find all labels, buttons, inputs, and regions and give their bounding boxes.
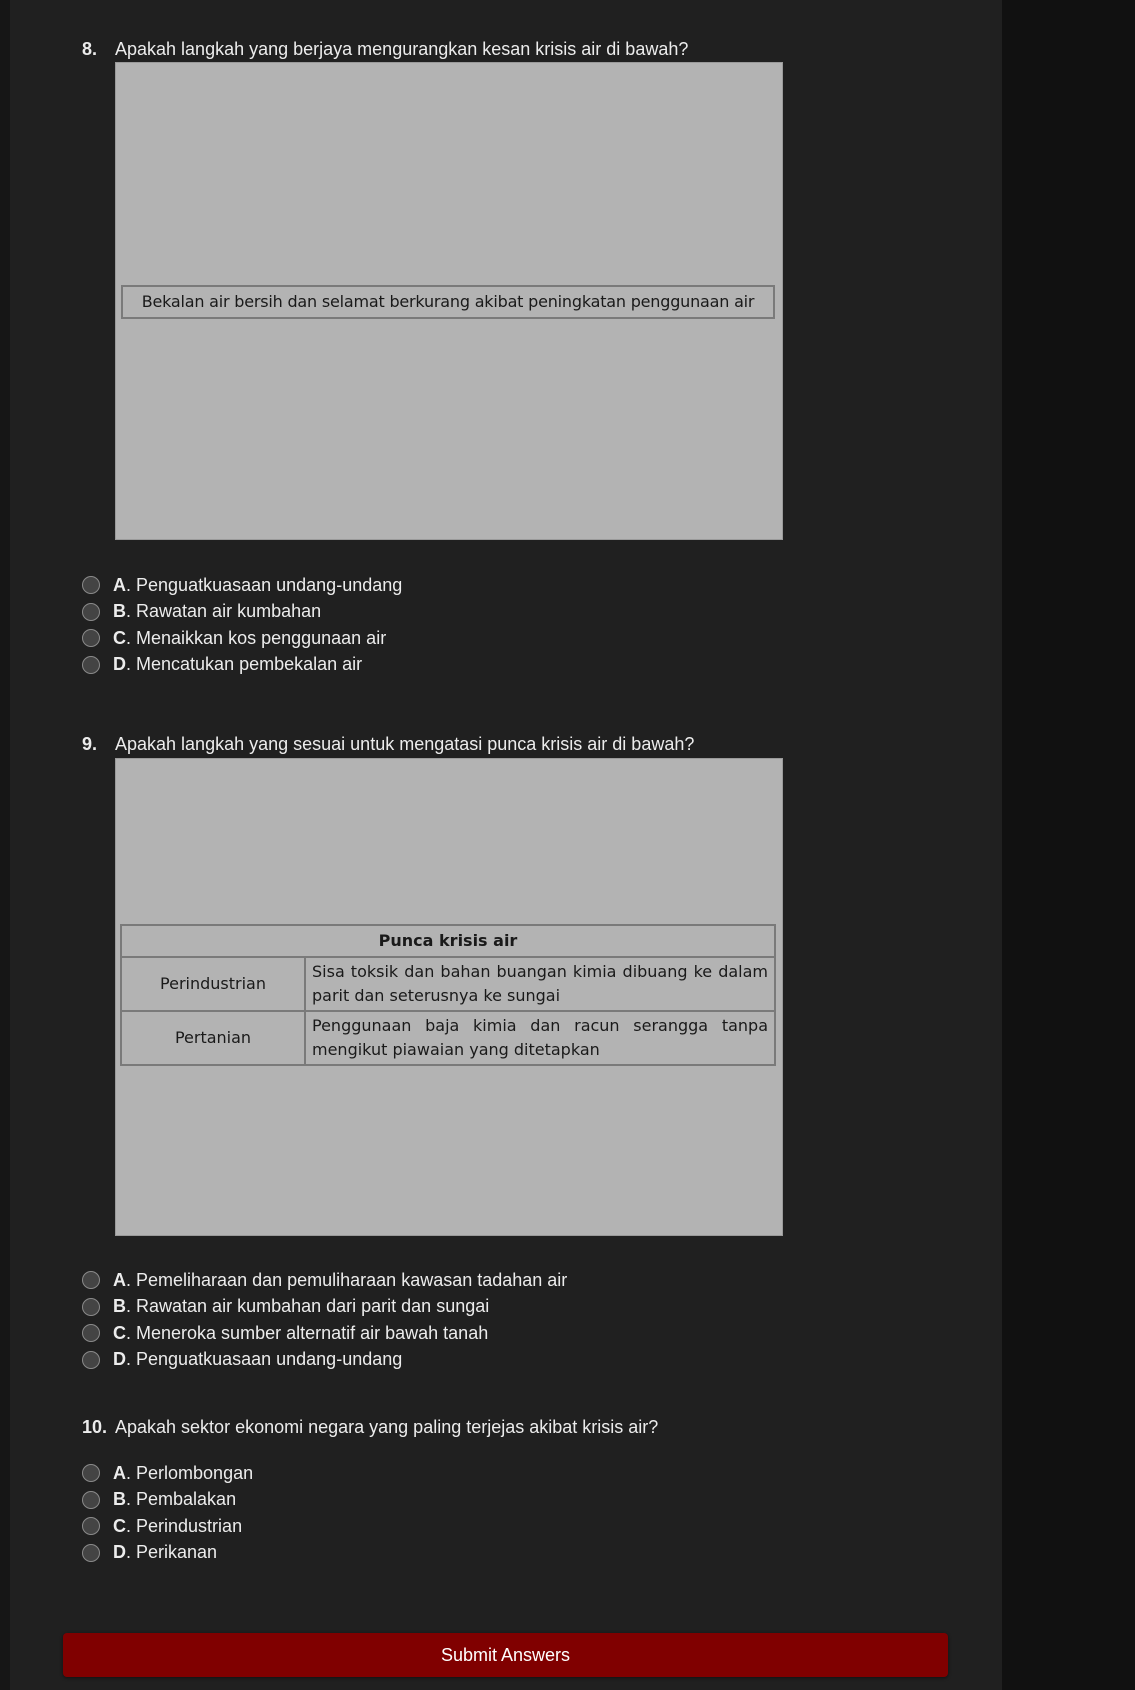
radio-button[interactable]: [82, 1517, 100, 1535]
option-letter: D: [113, 1349, 126, 1370]
option-separator: .: [126, 1515, 137, 1536]
radio-button[interactable]: [82, 1351, 100, 1369]
radio-button[interactable]: [82, 1544, 100, 1562]
question-10: [82, 1415, 982, 1439]
option-text: Rawatan air kumbahan dari parit dan sungai: [136, 1296, 490, 1317]
question-8-options: [82, 572, 782, 678]
option-letter: C: [113, 1515, 126, 1536]
option-text: Penguatkuasaan undang-undang: [136, 1349, 403, 1370]
option-separator: .: [126, 1349, 137, 1370]
option-text: Perindustrian: [136, 1515, 243, 1536]
option-9a[interactable]: [82, 1267, 782, 1294]
radio-button[interactable]: [82, 656, 100, 674]
question-9-figure: [115, 758, 783, 1236]
option-10b[interactable]: [82, 1487, 782, 1514]
table-cell-category: Perindustrian: [121, 957, 305, 1011]
table-cell-description: Sisa toksik dan bahan buangan kimia dibuang ke dalam parit dan seterusnya ke sungai: [305, 957, 775, 1011]
option-separator: .: [126, 1462, 137, 1483]
option-text: Menaikkan kos penggunaan air: [136, 627, 387, 648]
option-8b[interactable]: [82, 599, 782, 626]
question-9-options: [82, 1267, 782, 1373]
table-cell-category: Pertanian: [121, 1011, 305, 1065]
option-letter: C: [113, 627, 126, 648]
option-letter: C: [113, 1322, 126, 1343]
option-letter: A: [113, 1462, 126, 1483]
question-8-figure: [115, 62, 783, 540]
table-row: [121, 1011, 775, 1065]
option-9d[interactable]: [82, 1347, 782, 1374]
option-separator: .: [126, 1269, 137, 1290]
option-8a[interactable]: [82, 572, 782, 599]
option-9b[interactable]: [82, 1294, 782, 1321]
figure-caption-box: Bekalan air bersih dan selamat berkurang akibat peningkatan penggunaan air: [121, 285, 775, 319]
option-separator: .: [126, 574, 137, 595]
option-10a[interactable]: [82, 1460, 782, 1487]
radio-button[interactable]: [82, 1464, 100, 1482]
option-10c[interactable]: [82, 1513, 782, 1540]
radio-button[interactable]: [82, 1298, 100, 1316]
option-separator: .: [126, 1296, 137, 1317]
question-number: 8.: [82, 39, 98, 59]
option-letter: A: [113, 574, 126, 595]
option-letter: B: [113, 601, 126, 622]
left-edge-strip: [0, 0, 10, 1690]
question-text: Apakah langkah yang sesuai untuk mengatasi punca krisis air di bawah?: [115, 734, 695, 754]
option-10d[interactable]: [82, 1540, 782, 1567]
question-8: [82, 37, 982, 61]
option-separator: .: [126, 1542, 137, 1563]
option-letter: D: [113, 654, 126, 675]
option-separator: .: [126, 601, 137, 622]
option-9c[interactable]: [82, 1320, 782, 1347]
option-separator: .: [126, 1489, 137, 1510]
option-text: Rawatan air kumbahan: [136, 601, 322, 622]
option-text: Penguatkuasaan undang-undang: [136, 574, 403, 595]
table-title: Punca krisis air: [121, 925, 775, 957]
option-letter: B: [113, 1489, 126, 1510]
question-10-title: [82, 1415, 982, 1439]
question-9: [82, 732, 982, 756]
option-separator: .: [126, 627, 137, 648]
option-separator: .: [126, 654, 137, 675]
option-8d[interactable]: [82, 652, 782, 679]
radio-button[interactable]: [82, 1271, 100, 1289]
question-8-title: [82, 37, 982, 61]
radio-button[interactable]: [82, 603, 100, 621]
option-text: Pembalakan: [136, 1489, 237, 1510]
table-header-row: [121, 925, 775, 957]
right-sidebar-area: [1002, 0, 1135, 1690]
option-letter: B: [113, 1296, 126, 1317]
question-10-options: [82, 1460, 782, 1566]
question-number: 9.: [82, 734, 98, 754]
option-text: Mencatukan pembekalan air: [136, 654, 363, 675]
cause-table: [120, 924, 776, 1066]
radio-button[interactable]: [82, 1491, 100, 1509]
table-cell-description: Penggunaan baja kimia dan racun serangga tanpa mengikut piawaian yang ditetapkan: [305, 1011, 775, 1065]
option-text: Pemeliharaan dan pemuliharaan kawasan tadahan air: [136, 1269, 568, 1290]
option-letter: D: [113, 1542, 126, 1563]
radio-button[interactable]: [82, 576, 100, 594]
table-row: [121, 957, 775, 1011]
option-8c[interactable]: [82, 625, 782, 652]
option-text: Perlombongan: [136, 1462, 254, 1483]
question-number: 10.: [82, 1417, 108, 1437]
option-letter: A: [113, 1269, 126, 1290]
question-9-title: [82, 732, 982, 756]
option-text: Meneroka sumber alternatif air bawah tanah: [136, 1322, 489, 1343]
question-text: Apakah sektor ekonomi negara yang paling terjejas akibat krisis air?: [115, 1417, 659, 1437]
option-separator: .: [126, 1322, 137, 1343]
option-text: Perikanan: [136, 1542, 218, 1563]
question-text: Apakah langkah yang berjaya mengurangkan kesan krisis air di bawah?: [115, 39, 689, 59]
radio-button[interactable]: [82, 1324, 100, 1342]
submit-answers-button[interactable]: Submit Answers: [63, 1633, 948, 1677]
radio-button[interactable]: [82, 629, 100, 647]
